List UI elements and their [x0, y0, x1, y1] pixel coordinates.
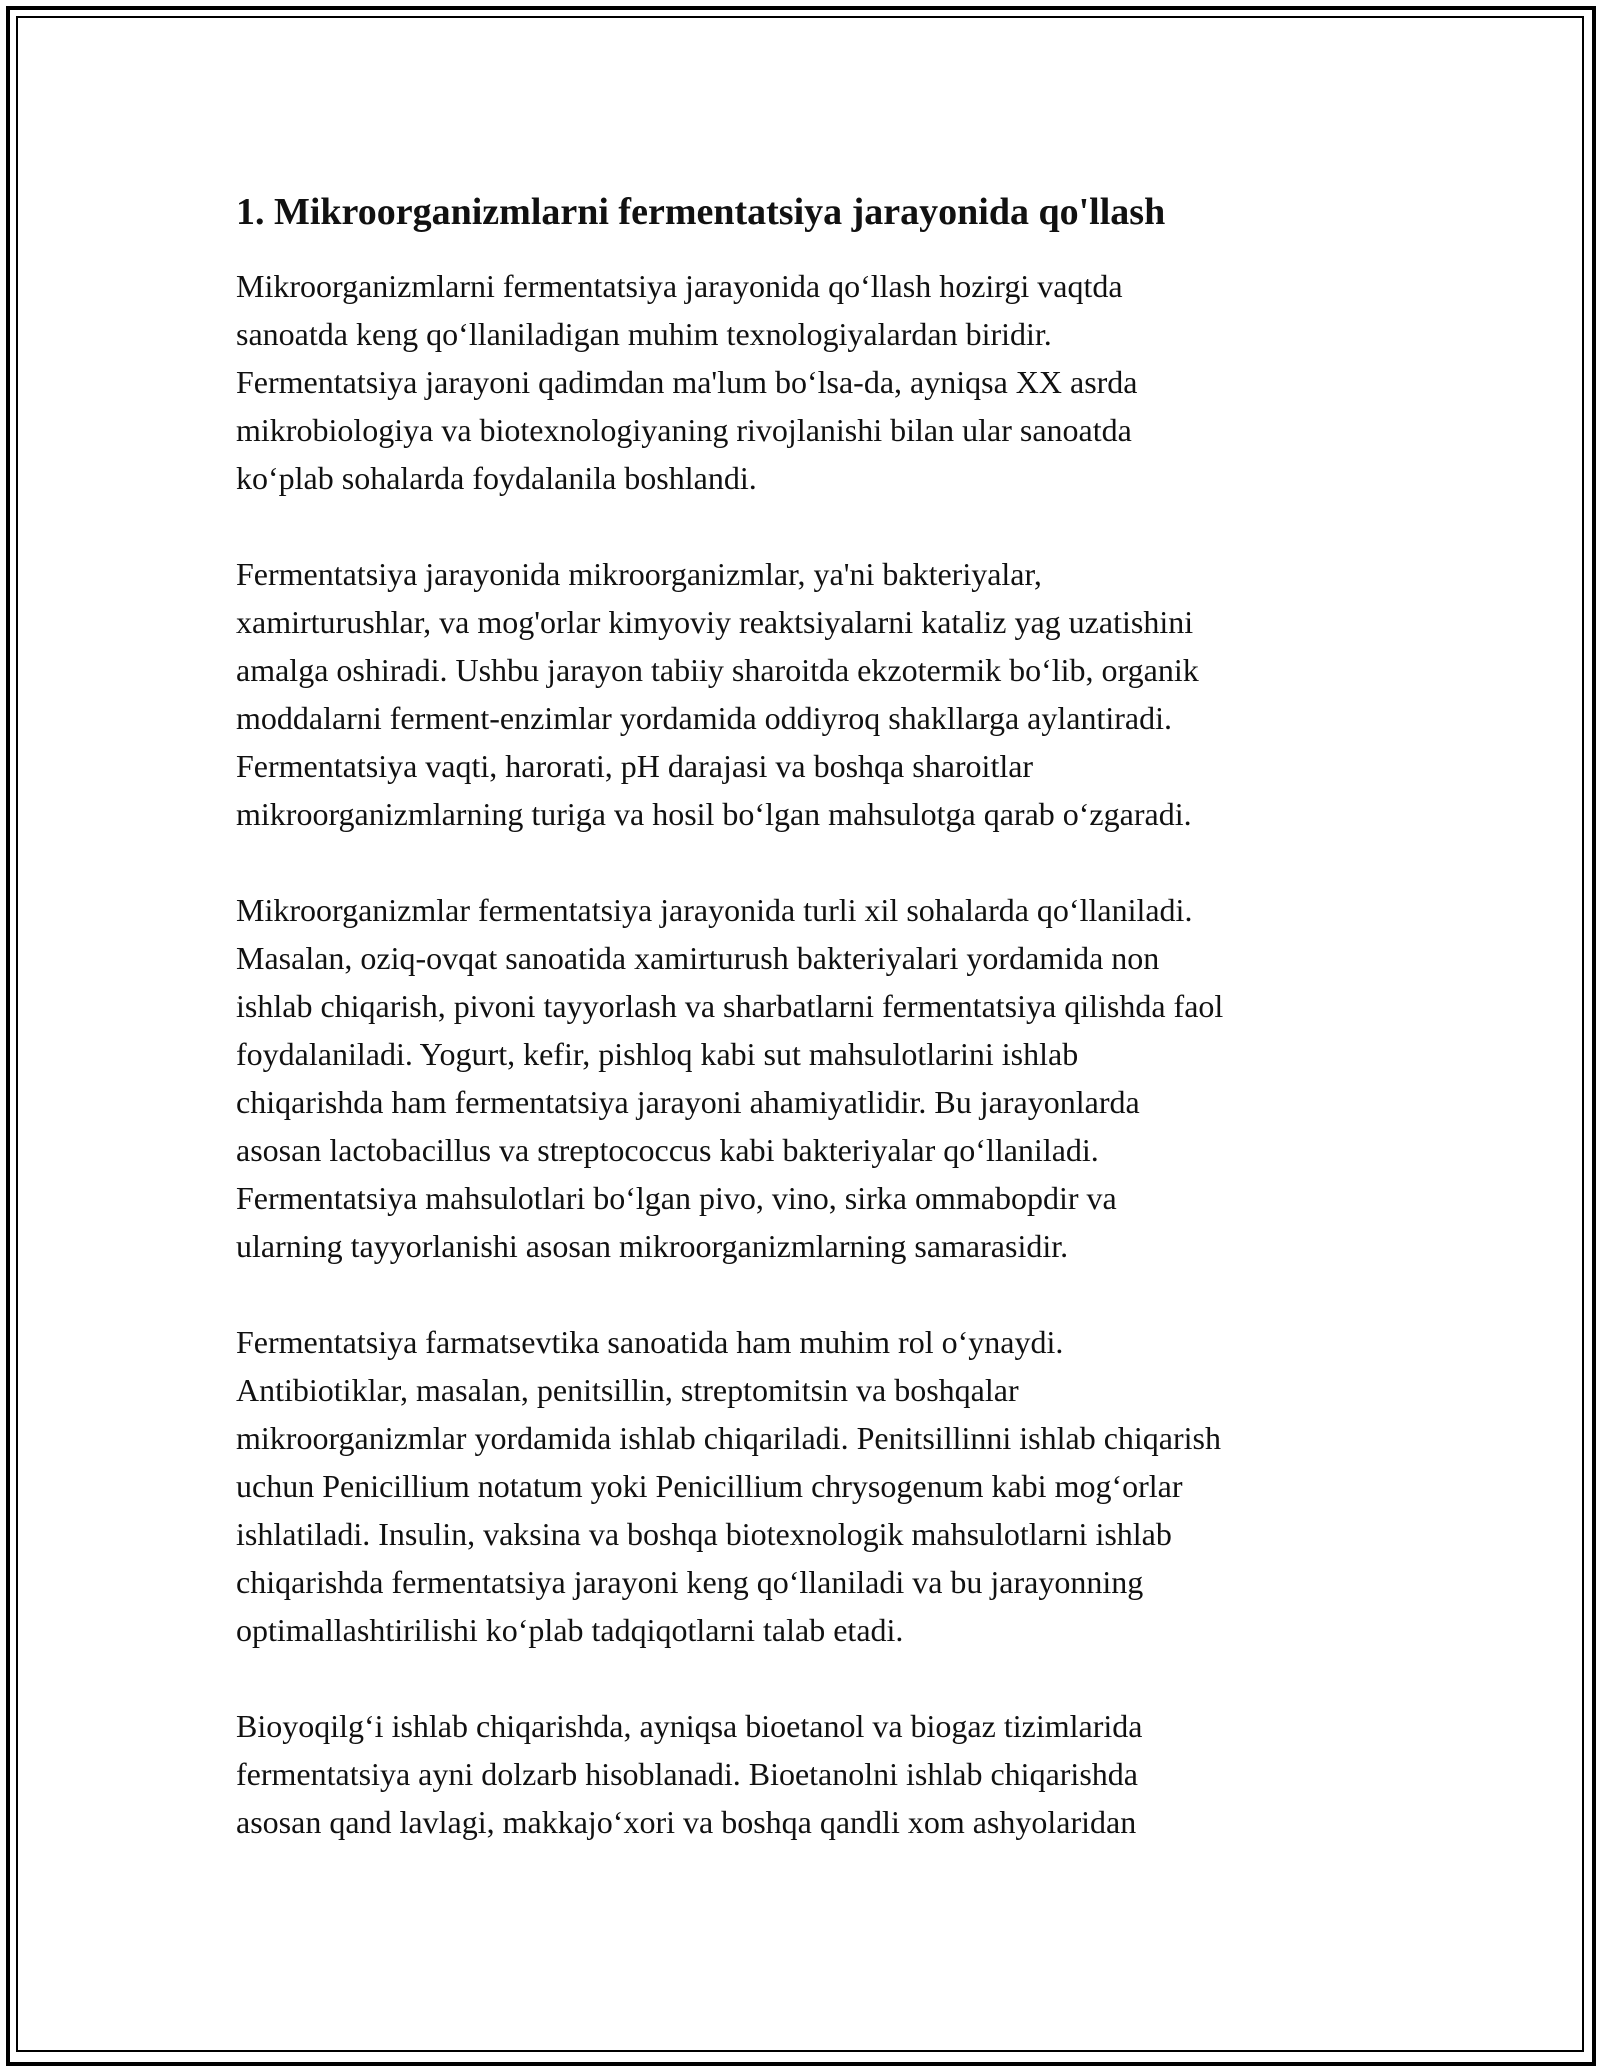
paragraph-process: Fermentatsiya jarayonida mikroorganizmlar, ya'ni bakteriyalar, xamirturushlar, va mog'orlar kimyoviy reaktsiyalarni kataliz yag uzatishini amalga oshiradi. Ushbu jarayon tabiiy sharoitda ekzotermik bo‘lib, organik moddalarni ferment-enzimlar yordamida oddiyroq shakllarga aylantiradi. Fermentatsiya vaqti, harorati, pH darajasi va boshqa sharoitlar mikroorganizmlarning turiga va hosil bo‘lgan mahsulotga qarab o‘zgaradi.: [236, 556, 1199, 832]
paragraph-biofuel: Bioyoqilg‘i ishlab chiqarishda, ayniqsa bioetanol va biogaz tizimlarida fermentatsiya ayni dolzarb hisoblanadi. Bioetanolni ishlab chiqarishda asosan qand lavlagi, makkajo‘xori va boshqa qandli xom ashyolaridan: [236, 1708, 1143, 1840]
document-body: [236, 188, 1386, 1894]
section-heading: 1. Mikroorganizmlarni fermentatsiya jarayonida qo'llash: [236, 191, 1166, 233]
paragraph-food-industry: Mikroorganizmlar fermentatsiya jarayonida turli xil sohalarda qo‘llaniladi. Masalan, oziq-ovqat sanoatida xamirturush bakteriyalari yordamida non ishlab chiqarish, pivoni tayyorlash va sharbatlarni fermentatsiya qilishda faol foydalaniladi. Yogurt, kefir, pishloq kabi sut mahsulotlarini ishlab chiqarishda ham fermentatsiya jarayoni ahamiyatlidir. Bu jarayonlarda asosan lactobacillus va streptococcus kabi bakteriyalar qo‘llaniladi. Fermentatsiya mahsulotlari bo‘lgan pivo, vino, sirka ommabopdir va ularning tayyorlanishi asosan mikroorganizmlarning samarasidir.: [236, 892, 1224, 1264]
paragraph-intro: Mikroorganizmlarni fermentatsiya jarayonida qo‘llash hozirgi vaqtda sanoatda keng qo‘llaniladigan muhim texnologiyalardan biridir. Fermentatsiya jarayoni qadimdan ma'lum bo‘lsa-da, ayniqsa XX asrda mikrobiologiya va biotexnologiyaning rivojlanishi bilan ular sanoatda ko‘plab sohalarda foydalanila boshlandi.: [236, 268, 1138, 496]
paragraph-pharmaceutical: Fermentatsiya farmatsevtika sanoatida ham muhim rol o‘ynaydi. Antibiotiklar, masalan, penitsillin, streptomitsin va boshqalar mikroorganizmlar yordamida ishlab chiqariladi. Penitsillinni ishlab chiqarish uchun Penicillium notatum yoki Penicillium chrysogenum kabi mog‘orlar ishlatiladi. Insulin, vaksina va boshqa biotexnologik mahsulotlarni ishlab chiqarishda fermentatsiya jarayoni keng qo‘llaniladi va bu jarayonning optimallashtirilishi ko‘plab tadqiqotlarni talab etadi.: [236, 1324, 1221, 1648]
